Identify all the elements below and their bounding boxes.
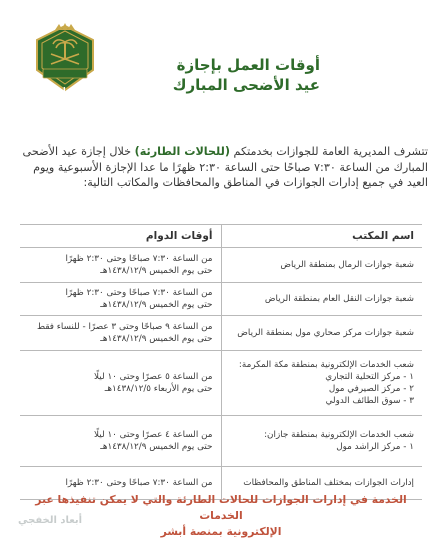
- hours-text: حتى يوم الخميس ١٤٣٨/١٢/٩هـ: [100, 442, 213, 452]
- footer-line-1: الخدمة في إدارات الجوازات للحالات الطارئة والتي لا يمكن تنفيذها عبر الخدمات: [35, 493, 407, 522]
- office-text: ٣ - سوق الطائف الدولي: [325, 396, 414, 406]
- watermark: أبعاد الخفجي: [18, 515, 83, 526]
- title-line-2: عيد الأضحى المبارك: [172, 76, 320, 94]
- intro-part-2: خلال إجازة عيد الأضحى المبارك من الساعة ٧:٣٠ صباحًا حتى الساعة ٢:٣٠ ظهرًا ما عدا الإجازة الأسبوعية ويوم العيد في جميع إدارات الجوازات في المناطق والمحافظات والمكاتب التالية:: [22, 145, 428, 189]
- hours-cell: [20, 283, 221, 316]
- hours-text: حتى يوم الخميس ١٤٣٨/١٢/٩هـ: [100, 266, 213, 276]
- intro-highlight: (للحالات الطارئة): [134, 145, 230, 158]
- hours-text: من الساعة ٩ صباحًا وحتى ٣ عصرًا - للنساء فقط: [36, 322, 213, 332]
- col-office-header: اسم المكتب: [221, 225, 422, 248]
- hours-text: حتى يوم الخميس ١٤٣٨/١٢/٩هـ: [100, 334, 213, 344]
- table-row: [20, 316, 422, 351]
- intro-part-1: تتشرف المديرية العامة للجوازات بخدمتكم: [233, 145, 428, 158]
- table-header-row: [20, 225, 422, 248]
- hours-text: من الساعة ٧:٣٠ صباحًا وحتى ٢:٣٠ ظهرًا: [65, 288, 213, 298]
- saudi-emblem-icon: [29, 22, 101, 94]
- table-row: [20, 283, 422, 316]
- hours-cell: [20, 416, 221, 467]
- footer-line-2: الإلكترونية بمنصة أبشر: [160, 525, 282, 538]
- hours-cell: [20, 316, 221, 351]
- hours-text: من الساعة ٧:٣٠ صباحًا وحتى ٢:٣٠ ظهرًا: [65, 478, 213, 488]
- hours-text: من الساعة ٤ عصرًا وحتى ١٠ ليلًا: [94, 430, 213, 440]
- office-text: شعبة جوازات الرمال بمنطقة الرياض: [280, 260, 414, 270]
- office-cell: [221, 316, 422, 351]
- intro-paragraph: [14, 144, 428, 191]
- office-text: شعب الخدمات الإلكترونية بمنطقة جازان:: [264, 430, 414, 440]
- table-row: [20, 248, 422, 283]
- hours-text: من الساعة ٥ عصرًا وحتى ١٠ ليلًا: [94, 372, 213, 382]
- office-cell: [221, 351, 422, 416]
- title-line-1: أوقات العمل بإجازة: [176, 56, 320, 74]
- table-row: [20, 351, 422, 416]
- hours-text: من الساعة ٧:٣٠ صباحًا وحتى ٢:٣٠ ظهرًا: [65, 254, 213, 264]
- logo-caption: الجوازات: [47, 86, 83, 95]
- office-text: شعب الخدمات الإلكترونية بمنطقة مكة المكرمة:: [238, 360, 414, 370]
- hours-cell: [20, 248, 221, 283]
- jawazat-logo: [29, 22, 101, 94]
- office-cell: [221, 248, 422, 283]
- office-cell: [221, 283, 422, 316]
- hours-text: حتى يوم الأربعاء ١٤٣٨/١٢/٥هـ: [104, 384, 213, 394]
- office-text: ١ - مركز التحلية التجاري: [325, 372, 414, 382]
- page-title: [170, 55, 320, 95]
- table-row: [20, 416, 422, 467]
- office-text: ٢ - مركز الصيرفي مول: [328, 384, 414, 394]
- hours-cell: [20, 351, 221, 416]
- working-hours-table: [20, 224, 422, 500]
- office-text: شعبة جوازات النقل العام بمنطقة الرياض: [264, 294, 414, 304]
- office-text: شعبة جوازات مركز صحاري مول بمنطقة الرياض: [237, 328, 414, 338]
- office-text: إدارات الجوازات بمختلف المناطق والمحافظات: [243, 478, 414, 488]
- hours-text: حتى يوم الخميس ١٤٣٨/١٢/٩هـ: [100, 300, 213, 310]
- col-hours-header: أوقات الدوام: [20, 225, 221, 248]
- office-text: ١ - مركز الراشد مول: [336, 442, 414, 452]
- office-cell: [221, 416, 422, 467]
